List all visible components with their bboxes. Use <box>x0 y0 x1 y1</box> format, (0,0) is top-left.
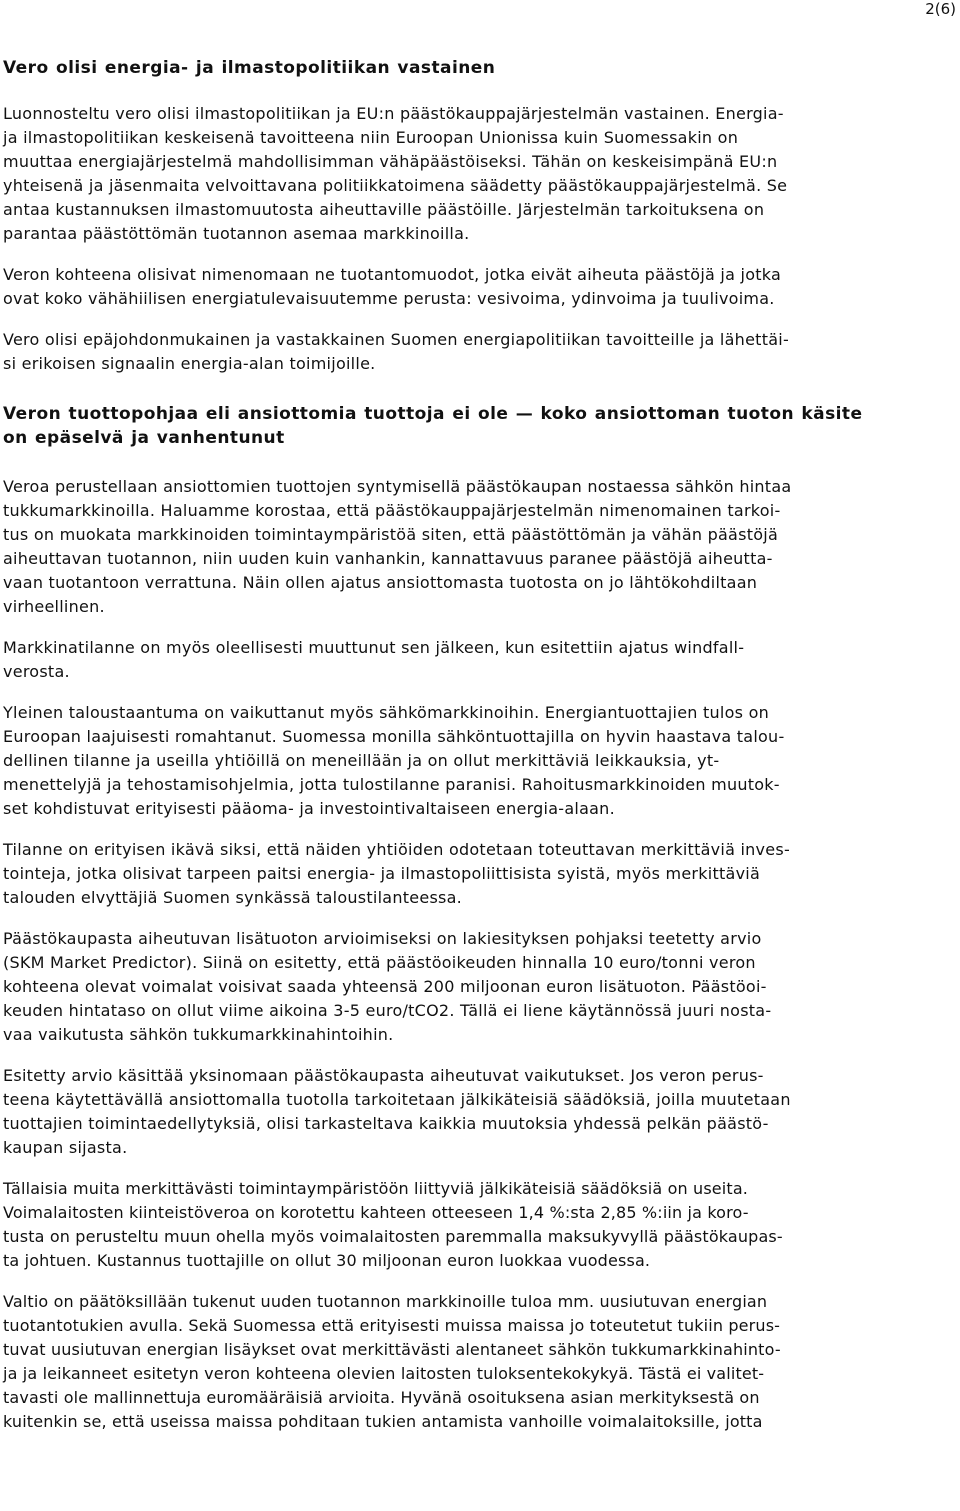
paragraph: Esitetty arvio käsittää yksinomaan päästökaupasta aiheutuvat vaikutukset. Jos veron perus- teena käytettävällä ansiottomalla tuotolla tarkoitetaan jälkikäteisiä säädöksiä, joilla muutetaan tuottajien toimintaedellytyksiä, olisi tarkasteltava kaikkia muutoksia yhdessä pelkän päästö- kaupan sijasta. <box>3 1066 791 1157</box>
document-body <box>3 56 955 1451</box>
section-heading: Vero olisi energia- ja ilmastopolitiikan vastainen <box>3 58 496 78</box>
section-heading: Veron tuottopohjaa eli ansiottomia tuottoja ei ole — koko ansiottoman tuoton käsite on epäselvä ja vanhentunut <box>3 404 863 448</box>
paragraph: Tilanne on erityisen ikävä siksi, että näiden yhtiöiden odotetaan toteuttavan merkittäviä inves- tointeja, jotka olisivat tarpeen paitsi energia- ja ilmastopoliittisista syistä, myös merkittäviä talouden elvyttäjiä Suomen synkässä taloustilanteessa. <box>3 840 790 907</box>
paragraph: Päästökaupasta aiheutuvan lisätuoton arvioimiseksi on lakiesityksen pohjaksi teetetty arvio (SKM Market Predictor). Siinä on esitetty, että päästöoikeuden hinnalla 10 euro/tonni veron kohteena olevat voimalat voisivat saada yhteensä 200 miljoonan euron lisätuoton. Päästöoi- keuden hintataso on ollut viime aikoina 3-5 euro/tCO2. Tällä ei liene käytännössä juuri nosta- vaa vaikutusta sähkön tukkumarkkinahintoihin. <box>3 929 772 1044</box>
paragraph: Yleinen taloustaantuma on vaikuttanut myös sähkömarkkinoihin. Energiantuottajien tulos on Euroopan laajuisesti romahtanut. Suomessa monilla sähköntuottajilla on hyvin haastava talou- dellinen tilanne ja useilla yhtiöillä on meneillään ja on ollut merkittäviä leikkauksia, yt- menettelyjä ja tehostamisohjelmia, jotta tulostilanne paranisi. Rahoitusmarkkinoiden muutok- set kohdistuvat erityisesti pääoma- ja investointivaltaiseen energia-alaan. <box>3 703 785 818</box>
paragraph: Vero olisi epäjohdonmukainen ja vastakkainen Suomen energiapolitiikan tavoitteille ja lähettäi- si erikoisen signaalin energia-alan toimijoille. <box>3 330 789 373</box>
paragraph: Veron kohteena olisivat nimenomaan ne tuotantomuodot, jotka eivät aiheuta päästöjä ja jotka ovat koko vähähiilisen energiatulevaisuutemme perusta: vesivoima, ydinvoima ja tuulivoima. <box>3 265 782 308</box>
paragraph: Markkinatilanne on myös oleellisesti muuttunut sen jälkeen, kun esitettiin ajatus windfall- verosta. <box>3 638 745 681</box>
paragraph: Luonnosteltu vero olisi ilmastopolitiikan ja EU:n päästökauppajärjestelmän vastainen. Energia- ja ilmastopolitiikan keskeisenä tavoitteena niin Euroopan Unionissa kuin Suomessakin on muuttaa energiajärjestelmä mahdollisimman vähäpäästöiseksi. Tähän on keskeisimpänä EU:n yhteisenä ja jäsenmaita velvoittavana politiikkatoimena säädetty päästökauppajärjestelmä. Se antaa kustannuksen ilmastomuutosta aiheuttaville päästöille. Järjestelmän tarkoituksena on parantaa päästöttömän tuotannon asemaa markkinoilla. <box>3 104 788 243</box>
paragraph: Veroa perustellaan ansiottomien tuottojen syntymisellä päästökaupan nostaessa sähkön hintaa tukkumarkkinoilla. Haluamme korostaa, että päästökauppajärjestelmän nimenomainen tarkoi- tus on muokata markkinoiden toimintaympäristöä siten, että päästöttömän ja vähän päästöjä aiheuttavan tuotannon, niin uuden kuin vanhankin, kannattavuus paranee päästöjä aiheutta- vaan tuotantoon verrattuna. Näin ollen ajatus ansiottomasta tuotosta on jo lähtökohdiltaan virheellinen. <box>3 477 792 616</box>
page-number: 2(6) <box>925 0 956 18</box>
paragraph: Valtio on päätöksillään tukenut uuden tuotannon markkinoille tuloa mm. uusiutuvan energian tuotantotukien avulla. Sekä Suomessa että erityisesti muissa maissa jo toteutetut tukiin perus- tuvat uusiutuvan energian lisäykset ovat merkittävästi alentaneet sähkön tukkumarkkinahinto- ja ja leikanneet esitetyn veron kohteena olevien laitosten tuloksentekokykyä. Tästä ei valitet- tavasti ole mallinnettuja euromääräisiä arvioita. Hyvänä osoituksena asian merkityksestä on kuitenkin se, että useissa maissa pohditaan tukien antamista vanhoille voimalaitoksille, jotta <box>3 1292 781 1431</box>
paragraph: Tällaisia muita merkittävästi toimintaympäristöön liittyviä jälkikäteisiä säädöksiä on useita. Voimalaitosten kiinteistöveroa on korotettu kahteen otteeseen 1,4 %:sta 2,85 %:iin ja koro- tusta on perusteltu muun ohella myös voimalaitosten paremmalla maksukyvyllä päästökaupas- ta johtuen. Kustannus tuottajille on ollut 30 miljoonan euron luokkaa vuodessa. <box>3 1179 783 1270</box>
section-energy-climate-policy <box>3 56 955 376</box>
section-windfall-concept <box>3 402 955 1434</box>
